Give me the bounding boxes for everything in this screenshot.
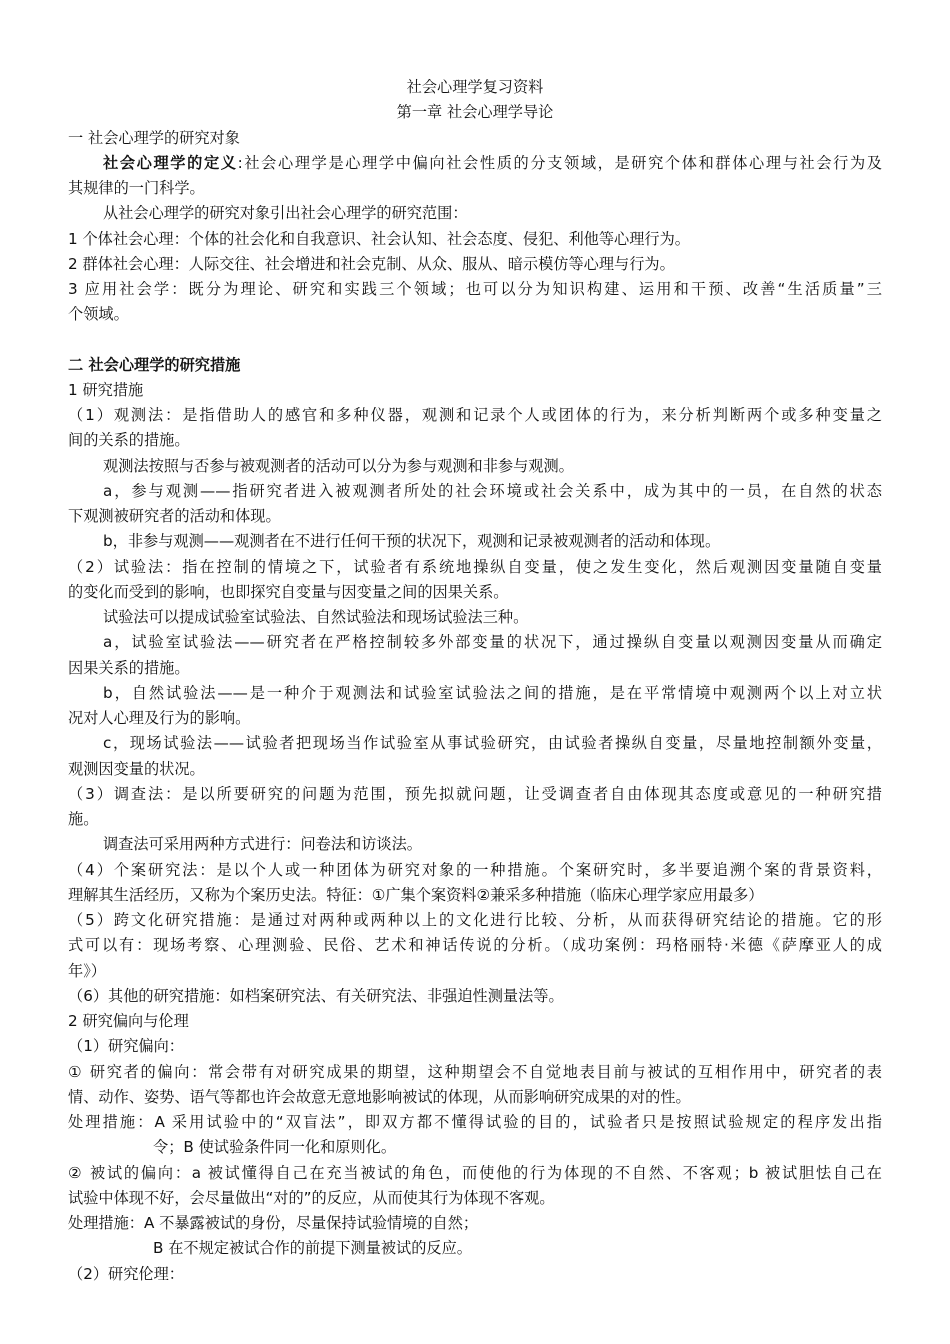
scope-item-2: 2 群体社会心理：人际交往、社会增进和社会克制、从众、服从、暗示模仿等心理与行为。 xyxy=(68,255,675,273)
definition-label: 社会心理学的定义 xyxy=(103,154,238,172)
fix-1-line-2: 令；B 使试验条件同一化和原则化。 xyxy=(153,1138,397,1156)
experiment-line-1: （2）试验法：指在控制的情境之下，试验者有系统地操纵自变量，使之发生变化，然后观测因变量随自变量 xyxy=(68,558,882,576)
survey-line-1: （3）调查法：是以所要研究的问题为范围，预先拟就问题，让受调查者自由体现其态度或意见的一种研究措 xyxy=(68,785,882,803)
scope-item-3-line-1: 3 应用社会学：既分为理论、研究和实践三个领域；也可以分为知识构建、运用和干预、改善“生活质量”三 xyxy=(68,280,882,298)
survey-line-2: 施。 xyxy=(68,810,99,828)
ethics-heading: （2）研究伦理： xyxy=(68,1265,184,1283)
survey-ways: 调查法可采用两种方式进行：问卷法和访谈法。 xyxy=(103,835,422,853)
observation-b: b，非参与观测——观测者在不进行任何干预的状况下，观测和记录被观测者的活动和体现。 xyxy=(103,532,721,550)
bias-heading: （1）研究偏向： xyxy=(68,1037,184,1055)
fix-2-line-2: B 在不规定被试合作的前提下测量被试的反应。 xyxy=(153,1239,472,1257)
case-study-line-2: 理解其生活经历，又称为个案历史法。特征：①广集个案资料②兼采多种措施（临床心理学家应用最多） xyxy=(68,886,764,904)
case-study-line-1: （4）个案研究法：是以个人或一种团体为研究对象的一种措施。个案研究时，多半要追溯个案的背景资料， xyxy=(68,861,882,879)
experiment-a-line-2: 因果关系的措施。 xyxy=(68,659,190,677)
observation-line-2: 间的关系的措施。 xyxy=(68,431,190,449)
scope-intro: 从社会心理学的研究对象引出社会心理学的研究范围： xyxy=(103,204,468,222)
chapter-title: 第一章 社会心理学导论 xyxy=(396,103,554,121)
researcher-bias-line-1: ① 研究者的偏向：常会带有对研究成果的期望，这种期望会不自觉地表目前与被试的互相作用中，研究者的表 xyxy=(68,1063,882,1081)
definition-line-1 xyxy=(103,153,882,173)
experiment-kinds: 试验法可以提成试验室试验法、自然试验法和现场试验法三种。 xyxy=(103,608,529,626)
subheading-methods: 1 研究措施 xyxy=(68,381,144,399)
experiment-c-line-1: c，现场试验法——试验者把现场当作试验室从事试验研究，由试验者操纵自变量，尽量地控制额外变量， xyxy=(103,734,882,752)
scope-item-1: 1 个体社会心理：个体的社会化和自我意识、社会认知、社会态度、侵犯、利他等心理行为。 xyxy=(68,230,690,248)
observation-kinds: 观测法按照与否参与被观测者的活动可以分为参与观测和非参与观测。 xyxy=(103,457,574,475)
cross-cultural-line-3: 年》） xyxy=(68,962,106,980)
cross-cultural-line-2: 式可以有：现场考察、心理测验、民俗、艺术和神话传说的分析。（成功案例：玛格丽特·米德《萨摩亚人的成 xyxy=(68,936,882,954)
scope-item-3-line-2: 个领域。 xyxy=(68,305,129,323)
fix-1-line-1: 处理措施：A 采用试验中的“双盲法”，即双方都不懂得试验的目的，试验者只是按照试验规定的程序发出指 xyxy=(68,1113,882,1131)
observation-a-line-2: 下观测被研究者的活动和体现。 xyxy=(68,507,281,525)
subject-bias-line-2: 试验中体现不好，会尽量做出“对的”的反应，从而使其行为体现不客观。 xyxy=(68,1189,555,1207)
experiment-line-2: 的变化而受到的影响，也即探究自变量与因变量之间的因果关系。 xyxy=(68,583,509,601)
section-heading-2: 二 社会心理学的研究措施 xyxy=(68,356,241,374)
definition-line-2: 其规律的一门科学。 xyxy=(68,179,205,197)
definition-text: :社会心理学是心理学中偏向社会性质的分支领域，是研究个体和群体心理与社会行为及 xyxy=(237,154,882,172)
subject-bias-line-1: ② 被试的偏向：a 被试懂得自己在充当被试的角色，而使他的行为体现的不自然、不客观；b 被试胆怯自己在 xyxy=(68,1164,882,1182)
researcher-bias-line-2: 情、动作、姿势、语气等都也许会故意无意地影响被试的体现，从而影响研究成果的对的性。 xyxy=(68,1088,691,1106)
doc-title: 社会心理学复习资料 xyxy=(406,78,544,96)
cross-cultural-line-1: （5）跨文化研究措施：是通过对两种或两种以上的文化进行比较、分析，从而获得研究结论的措施。它的形 xyxy=(68,911,882,929)
subheading-bias-ethics: 2 研究偏向与伦理 xyxy=(68,1012,189,1030)
section-heading-1: 一 社会心理学的研究对象 xyxy=(68,129,240,147)
observation-a-line-1: a，参与观测——指研究者进入被观测者所处的社会环境或社会关系中，成为其中的一员，在自然的状态 xyxy=(103,482,882,500)
experiment-a-line-1: a，试验室试验法——研究者在严格控制较多外部变量的状况下，通过操纵自变量以观测因变量从而确定 xyxy=(103,633,882,651)
experiment-c-line-2: 观测因变量的状况。 xyxy=(68,760,205,778)
observation-line-1: （1）观测法：是指借助人的感官和多种仪器，观测和记录个人或团体的行为，来分析判断两个或多种变量之 xyxy=(68,406,882,424)
other-methods: （6）其他的研究措施：如档案研究法、有关研究法、非强迫性测量法等。 xyxy=(68,987,564,1005)
experiment-b-line-1: b，自然试验法——是一种介于观测法和试验室试验法之间的措施，是在平常情境中观测两个以上对立状 xyxy=(103,684,882,702)
experiment-b-line-2: 况对人心理及行为的影响。 xyxy=(68,709,251,727)
fix-2-line-1: 处理措施：A 不暴露被试的身份，尽量保持试验情境的自然； xyxy=(68,1214,479,1232)
